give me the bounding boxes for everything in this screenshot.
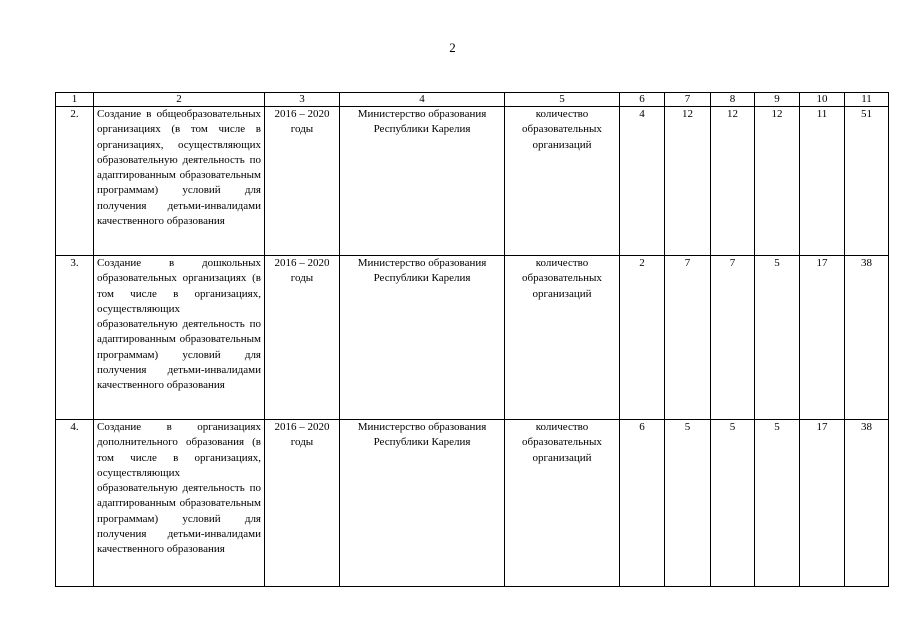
column-header: 6 <box>620 93 665 107</box>
measure-description: Создание в организациях дополнительного образования (в том числе в организациях, осуществляющих образовательную деятельность по адаптированным образовательным программам) условий для получения детьми-инвалидами качественного образования <box>94 420 265 587</box>
value-col-8: 5 <box>711 420 755 587</box>
column-header: 10 <box>800 93 845 107</box>
period-cell: 2016 – 2020 годы <box>265 107 340 256</box>
indicator-cell: количество образовательных организаций <box>505 420 620 587</box>
value-col-8: 12 <box>711 107 755 256</box>
value-col-6: 4 <box>620 107 665 256</box>
row-number: 3. <box>56 256 94 420</box>
value-col-11: 38 <box>845 420 889 587</box>
row-number: 2. <box>56 107 94 256</box>
executor-cell: Министерство образования Республики Карелия <box>340 256 505 420</box>
column-number-row <box>56 93 889 107</box>
period-cell: 2016 – 2020 годы <box>265 256 340 420</box>
value-col-6: 2 <box>620 256 665 420</box>
table-row <box>56 420 889 587</box>
column-header: 9 <box>755 93 800 107</box>
column-header: 11 <box>845 93 889 107</box>
indicator-cell: количество образовательных организаций <box>505 256 620 420</box>
value-col-9: 5 <box>755 256 800 420</box>
value-col-11: 51 <box>845 107 889 256</box>
value-col-7: 5 <box>665 420 711 587</box>
executor-cell: Министерство образования Республики Карелия <box>340 107 505 256</box>
column-header: 4 <box>340 93 505 107</box>
table-row <box>56 256 889 420</box>
value-col-8: 7 <box>711 256 755 420</box>
column-header: 1 <box>56 93 94 107</box>
column-header: 8 <box>711 93 755 107</box>
measures-table <box>55 92 889 587</box>
row-number: 4. <box>56 420 94 587</box>
value-col-10: 17 <box>800 420 845 587</box>
measure-description: Создание в общеобразовательных организациях (в том числе в организациях, осуществляющих образовательную деятельность по адаптированным образовательным программам) условий для получения детьми-инвалидами качественного образования <box>94 107 265 256</box>
value-col-10: 11 <box>800 107 845 256</box>
value-col-7: 12 <box>665 107 711 256</box>
value-col-7: 7 <box>665 256 711 420</box>
indicator-cell: количество образовательных организаций <box>505 107 620 256</box>
column-header: 5 <box>505 93 620 107</box>
value-col-9: 12 <box>755 107 800 256</box>
executor-cell: Министерство образования Республики Карелия <box>340 420 505 587</box>
column-header: 3 <box>265 93 340 107</box>
value-col-6: 6 <box>620 420 665 587</box>
column-header: 2 <box>94 93 265 107</box>
value-col-10: 17 <box>800 256 845 420</box>
value-col-11: 38 <box>845 256 889 420</box>
value-col-9: 5 <box>755 420 800 587</box>
measure-description: Создание в дошкольных образовательных организациях (в том числе в организациях, осуществляющих образовательную деятельность по адаптированным образовательным программам) условий для получения детьми-инвалидами качественного образования <box>94 256 265 420</box>
page-number: 2 <box>449 40 456 55</box>
period-cell: 2016 – 2020 годы <box>265 420 340 587</box>
column-header: 7 <box>665 93 711 107</box>
table-row <box>56 107 889 256</box>
